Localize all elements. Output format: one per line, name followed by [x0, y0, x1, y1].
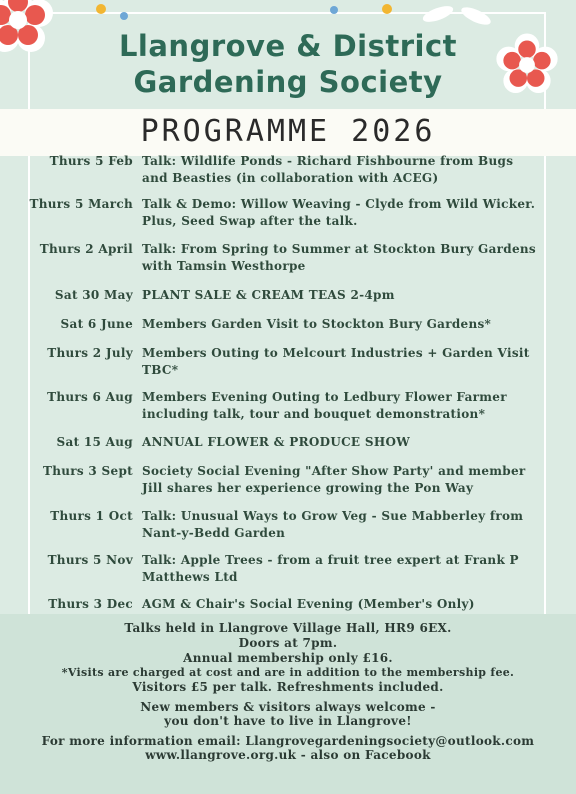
event-date: Thurs 5 March [29, 197, 133, 211]
event-date: Thurs 3 Dec [48, 597, 133, 611]
event-description: Members Garden Visit to Stockton Bury Gardens* [142, 317, 492, 331]
event-date: Thurs 2 April [39, 242, 133, 256]
event-date: Thurs 6 Aug [47, 390, 133, 404]
society-title-line1: Llangrove & District [118, 29, 458, 63]
decorative-dot [330, 6, 338, 14]
visits-note: *Visits are charged at cost and are in addition to the membership fee. [61, 666, 515, 679]
event-date: Thurs 1 Oct [50, 509, 133, 523]
event-date: Sat 15 Aug [56, 435, 133, 449]
doors-text: Doors at 7pm. [238, 636, 338, 650]
event-description: Talk: From Spring to Summer at Stockton Bury Gardens with Tamsin Westhorpe [142, 242, 536, 273]
venue-text: Talks held in Llangrove Village Hall, HR9 6EX. [124, 621, 452, 635]
society-title-line2: Gardening Society [133, 65, 443, 99]
event-description: Members Outing to Melcourt Industries + Garden Visit TBC* [142, 346, 530, 377]
programme-heading: PROGRAMME 2026 [140, 114, 436, 149]
decorative-dot [120, 12, 128, 20]
event-date: Thurs 2 July [47, 346, 133, 360]
event-date: Sat 30 May [54, 288, 133, 302]
website-link[interactable]: www.llangrove.org.uk - also on Facebook [145, 748, 431, 762]
event-description: Members Evening Outing to Ledbury Flower Farmer including talk, tour and bouquet demonstration* [142, 390, 507, 421]
welcome-text-2: you don't have to live in Llangrove! [164, 714, 412, 728]
event-description: Talk & Demo: Willow Weaving - Clyde from Wild Wicker. Plus, Seed Swap after the talk. [142, 197, 536, 228]
welcome-text: New members & visitors always welcome - [140, 700, 436, 714]
event-date: Thurs 5 Nov [47, 553, 133, 567]
visitors-text: Visitors £5 per talk. Refreshments included. [132, 680, 444, 694]
contact-email[interactable]: For more information email: Llangrovegardeningsociety@outlook.com [41, 734, 535, 748]
decorative-dot [382, 4, 392, 14]
membership-text: Annual membership only £16. [183, 651, 393, 665]
event-date: Sat 6 June [60, 317, 133, 331]
event-description: Society Social Evening "After Show Party' and member Jill shares her experience growing the Pon Way [142, 464, 526, 495]
event-description: Talk: Unusual Ways to Grow Veg - Sue Mabberley from Nant-y-Bedd Garden [142, 509, 524, 540]
decorative-dot [96, 4, 106, 14]
event-description: Talk: Wildlife Ponds - Richard Fishbourne from Bugs and Beasties (in collaboration with ACEG) [142, 154, 514, 185]
event-description: ANNUAL FLOWER & PRODUCE SHOW [142, 435, 410, 449]
event-description: Talk: Apple Trees - from a fruit tree expert at Frank P Matthews Ltd [142, 553, 519, 584]
event-description: PLANT SALE & CREAM TEAS 2-4pm [142, 288, 395, 302]
event-description: AGM & Chair's Social Evening (Member's Only) [142, 597, 475, 611]
event-date: Thurs 3 Sept [43, 464, 133, 478]
event-date: Thurs 5 Feb [49, 154, 133, 168]
